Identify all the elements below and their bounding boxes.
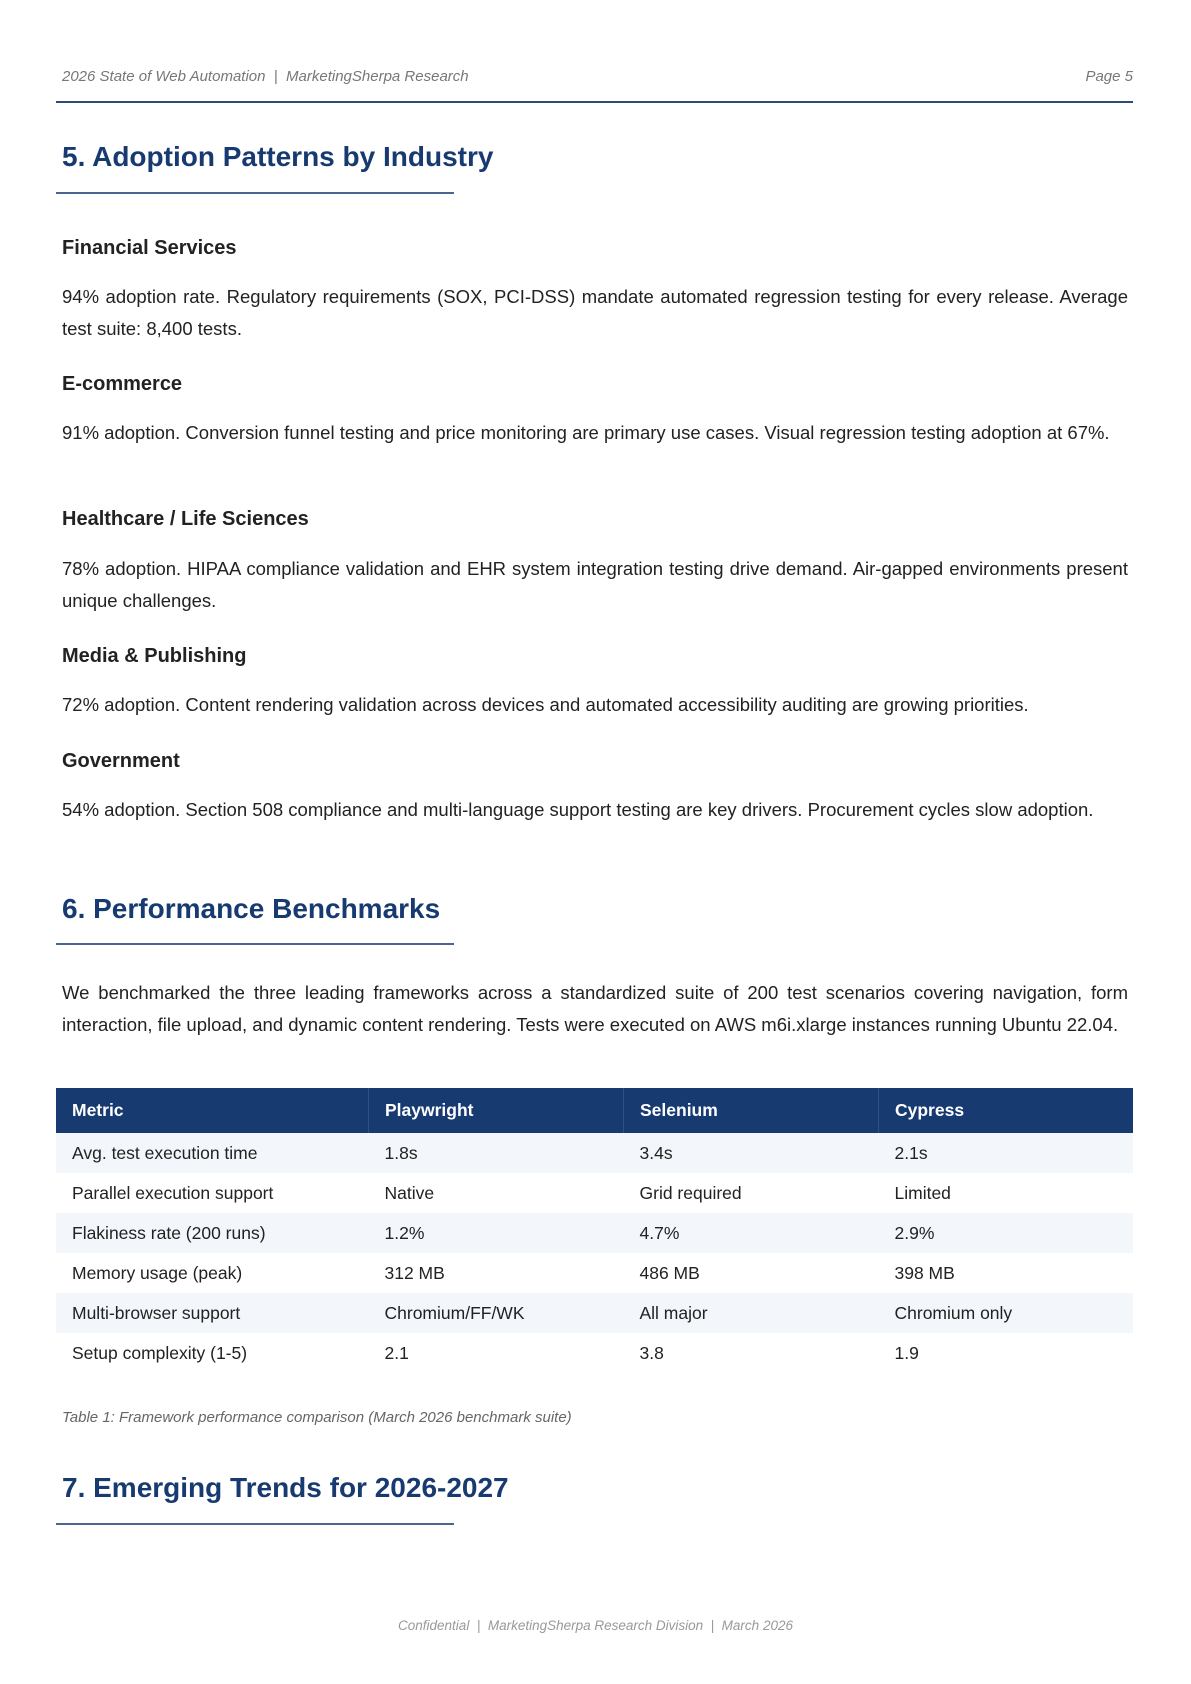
- industry-text: 54% adoption. Section 508 compliance and multi-language support testing are key drivers. Procurement cycles slow adoption.: [62, 799, 1094, 820]
- industry-text: 94% adoption rate. Regulatory requirements (SOX, PCI-DSS) mandate automated regression testing for every release. Average test suite: 8,400 tests.: [62, 286, 1128, 339]
- table-cell: Setup complexity (1-5): [72, 1342, 248, 1363]
- table-cell: Avg. test execution time: [56, 1133, 369, 1173]
- table-cell: Parallel execution support: [72, 1182, 274, 1203]
- table-cell: Memory usage (peak): [72, 1262, 243, 1283]
- column-header: Selenium: [624, 1088, 879, 1133]
- industry-text: 72% adoption. Content rendering validation across devices and automated accessibility auditing are growing priorities.: [62, 694, 1029, 715]
- industry-heading: E-commerce: [62, 373, 183, 395]
- section-6-heading: 6. Performance Benchmarks: [62, 893, 441, 924]
- benchmark-table: [56, 1088, 1133, 1373]
- table-cell: 2.1: [384, 1342, 409, 1363]
- table-cell: Chromium only: [879, 1293, 1134, 1333]
- running-header-title: 2026 State of Web Automation | MarketingSherpa Research: [62, 68, 469, 85]
- header-divider: [56, 101, 1133, 103]
- section-6-underline: [56, 943, 454, 945]
- table-cell: 1.2%: [369, 1213, 624, 1253]
- section-7-underline: [56, 1523, 454, 1525]
- section-5-underline: [56, 192, 454, 194]
- table-cell: Limited: [894, 1182, 951, 1203]
- section-6-intro: We benchmarked the three leading frameworks across a standardized suite of 200 test scenarios covering navigation, form interaction, file upload, and dynamic content rendering. Tests were executed on AWS m6i.xlarge instances running Ubuntu 22.04.: [62, 982, 1128, 1035]
- table-cell: Multi-browser support: [56, 1293, 369, 1333]
- column-header: Playwright: [369, 1088, 624, 1133]
- table-row: [56, 1333, 1133, 1373]
- table-cell: 2.1s: [879, 1133, 1134, 1173]
- section-7-heading: 7. Emerging Trends for 2026-2027: [62, 1472, 509, 1503]
- industry-heading: Healthcare / Life Sciences: [62, 508, 309, 530]
- table-cell: 486 MB: [639, 1262, 700, 1283]
- table-cell: 3.8: [639, 1342, 664, 1363]
- industry-heading: Media & Publishing: [62, 645, 247, 667]
- table-cell: 4.7%: [624, 1213, 879, 1253]
- table-row: [56, 1173, 1133, 1213]
- table-cell: 398 MB: [894, 1262, 955, 1283]
- table-cell: 1.8s: [369, 1133, 624, 1173]
- table-cell: 312 MB: [384, 1262, 445, 1283]
- table-cell: 2.9%: [879, 1213, 1134, 1253]
- table-cell: 3.4s: [624, 1133, 879, 1173]
- column-header: Cypress: [879, 1088, 1134, 1133]
- table-cell: Grid required: [639, 1182, 742, 1203]
- industry-text: 78% adoption. HIPAA compliance validation and EHR system integration testing drive demand. Air-gapped environments present unique challenges.: [62, 558, 1128, 611]
- table-cell: Native: [384, 1182, 435, 1203]
- page-number: Page 5: [1085, 68, 1133, 85]
- industry-heading: Financial Services: [62, 237, 237, 259]
- table-cell: All major: [624, 1293, 879, 1333]
- table-row: [56, 1293, 1133, 1333]
- section-5-heading: 5. Adoption Patterns by Industry: [62, 141, 494, 172]
- industry-text: 91% adoption. Conversion funnel testing and price monitoring are primary use cases. Visual regression testing adoption at 67%.: [62, 422, 1110, 443]
- table-cell: Chromium/FF/WK: [369, 1293, 624, 1333]
- table-row: [56, 1253, 1133, 1293]
- table-header-row: [56, 1088, 1133, 1133]
- column-header: Metric: [56, 1088, 369, 1133]
- table-row: [56, 1133, 1133, 1173]
- table-caption: Table 1: Framework performance comparison (March 2026 benchmark suite): [62, 1409, 572, 1426]
- industry-heading: Government: [62, 750, 180, 772]
- table-row: [56, 1213, 1133, 1253]
- table-cell: 1.9: [894, 1342, 919, 1363]
- table-cell: Flakiness rate (200 runs): [56, 1213, 369, 1253]
- page-footer: Confidential | MarketingSherpa Research Division | March 2026: [398, 1618, 793, 1633]
